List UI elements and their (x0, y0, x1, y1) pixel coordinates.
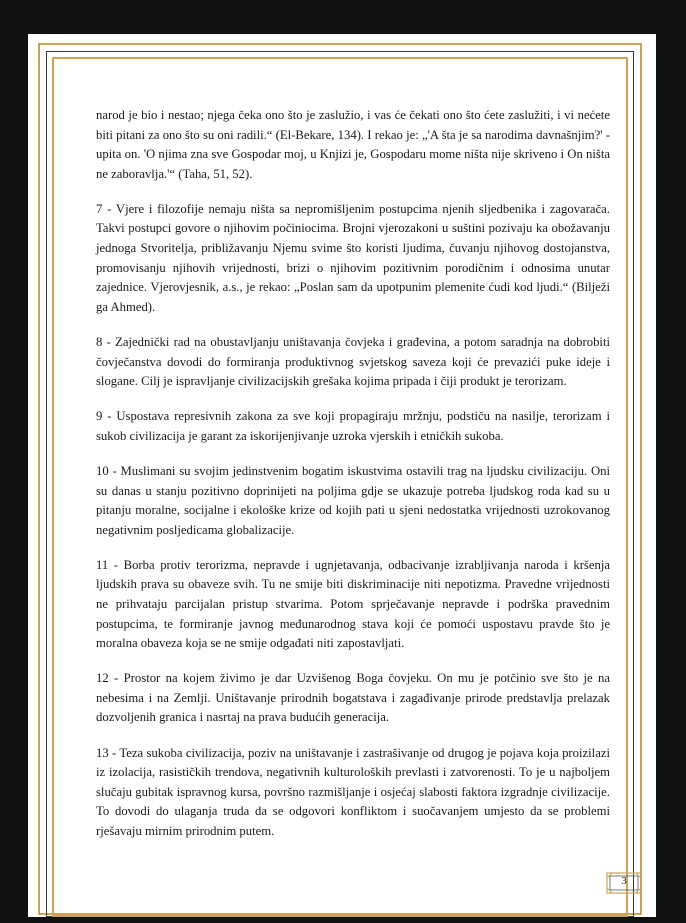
page-number: 3 (621, 875, 627, 887)
document-body (96, 106, 610, 857)
paragraph-10: 10 - Muslimani su svojim jedinstvenim bogatim iskustvima ostavili trag na ljudsku civilizaciju. Oni su danas u stanju pozitivno doprinijeti na poljima gdje se ukazuje potreba ljudskog roda kad su u pitanju moralne, socijalne i ekološke krize od kojih pati u sjeni nedostatka vrijednosti uzrokovanog negativnim posljedicama globalizacije. (96, 463, 610, 537)
paragraph-7: 7 - Vjere i filozofije nemaju ništa sa nepromišljenim postupcima njenih sljedbenika i zagovarača. Takvi postupci govore o njihovim počiniocima. Brojni vjerozakoni u suštini pozivaju ka obožavanju jednoga Stvoritelja, približavanju Njemu svime što koristi ljudima, čuvanju njihovog dostojanstva, promovisanju njihovih vrijednosti, brizi o njihovim pozitivnim porodičnim i odnosima unutar zajednice. Vjerovjesnik, a.s., je rekao: „Poslan sam da upotpunim plemenite ćudi kod ljudi.“ (Bilježi ga Ahmed). (96, 201, 610, 314)
paragraph-continuation: narod je bio i nestao; njega čeka ono što je zaslužio, i vas će čekati ono što ćete zaslužiti, i vi nećete biti pitani za ono što su oni radili.“ (El-Bekare, 134). I rekao je: „'A šta je sa narodima davnašnjim?' - upita on. 'O njima zna sve Gospodar moj, u Knjizi je, Gospodaru mome ništa nije skriveno i On ništa ne zaboravlja.'“ (Taha, 51, 52). (96, 108, 610, 181)
paragraph-11: 11 - Borba protiv terorizma, nepravde i ugnjetavanja, odbacivanje izrabljivanja naroda i kršenja ljudskih prava su obaveze svih. Tu ne smije biti diskriminacije niti nepotizma. Pravedne vrijednosti ne prihvataju parcijalan pristup stvarima. Potom sprječavanje nepravde i podrška pravednim postupcima, te formiranje javnog međunarodnog stava koji će pomoći uspostavu pravde što je moralna obaveza koja se ne smije odgađati niti zapostavljati. (96, 557, 610, 651)
paragraph-13: 13 - Teza sukoba civilizacija, poziv na uništavanje i zastrašivanje od drugog je pojava koja proizilazi iz izolacija, rasističkih trendova, negativnih kulturoloških prevlasti i zatvorenosti. To je u najboljem slučaju gubitak ispravnog kursa, površno razmišljanje i osjećaj slabosti faktora izgradnje civilizacije. To dovodi do ulaganja truda da se odgovori konfliktom i suočavanjem umjesto da se problemi rješavaju mirnim prirodnim putem. (96, 745, 610, 838)
paragraph-9: 9 - Uspostava represivnih zakona za sve koji propagiraju mržnju, podstiču na nasilje, terorizam i sukob civilizacija je garant za iskorijenjivanje uzroka vjerskih i etničkih sukoba. (96, 409, 610, 443)
page-number-badge (606, 872, 642, 894)
paragraph-8: 8 - Zajednički rad na obustavljanju uništavanja čovjeka i građevina, a potom saradnja na dobrobiti čovječanstva dovodi do formiranja produktivnog svjetskog saveza koji će prevazići puke ideje i slogane. Cilj je ispravljanje civilizacijskih grešaka kojima pripada i čiji produkt je terorizam. (96, 334, 610, 389)
paragraph-12: 12 - Prostor na kojem živimo je dar Uzvišenog Boga čovjeku. On mu je potčinio sve što je na nebesima i na Zemlji. Uništavanje prirodnih bogatstava i zagađivanje prirode predstavlja prelazak dozvoljenih granica i nasrtaj na prava budućih generacija. (96, 671, 610, 725)
